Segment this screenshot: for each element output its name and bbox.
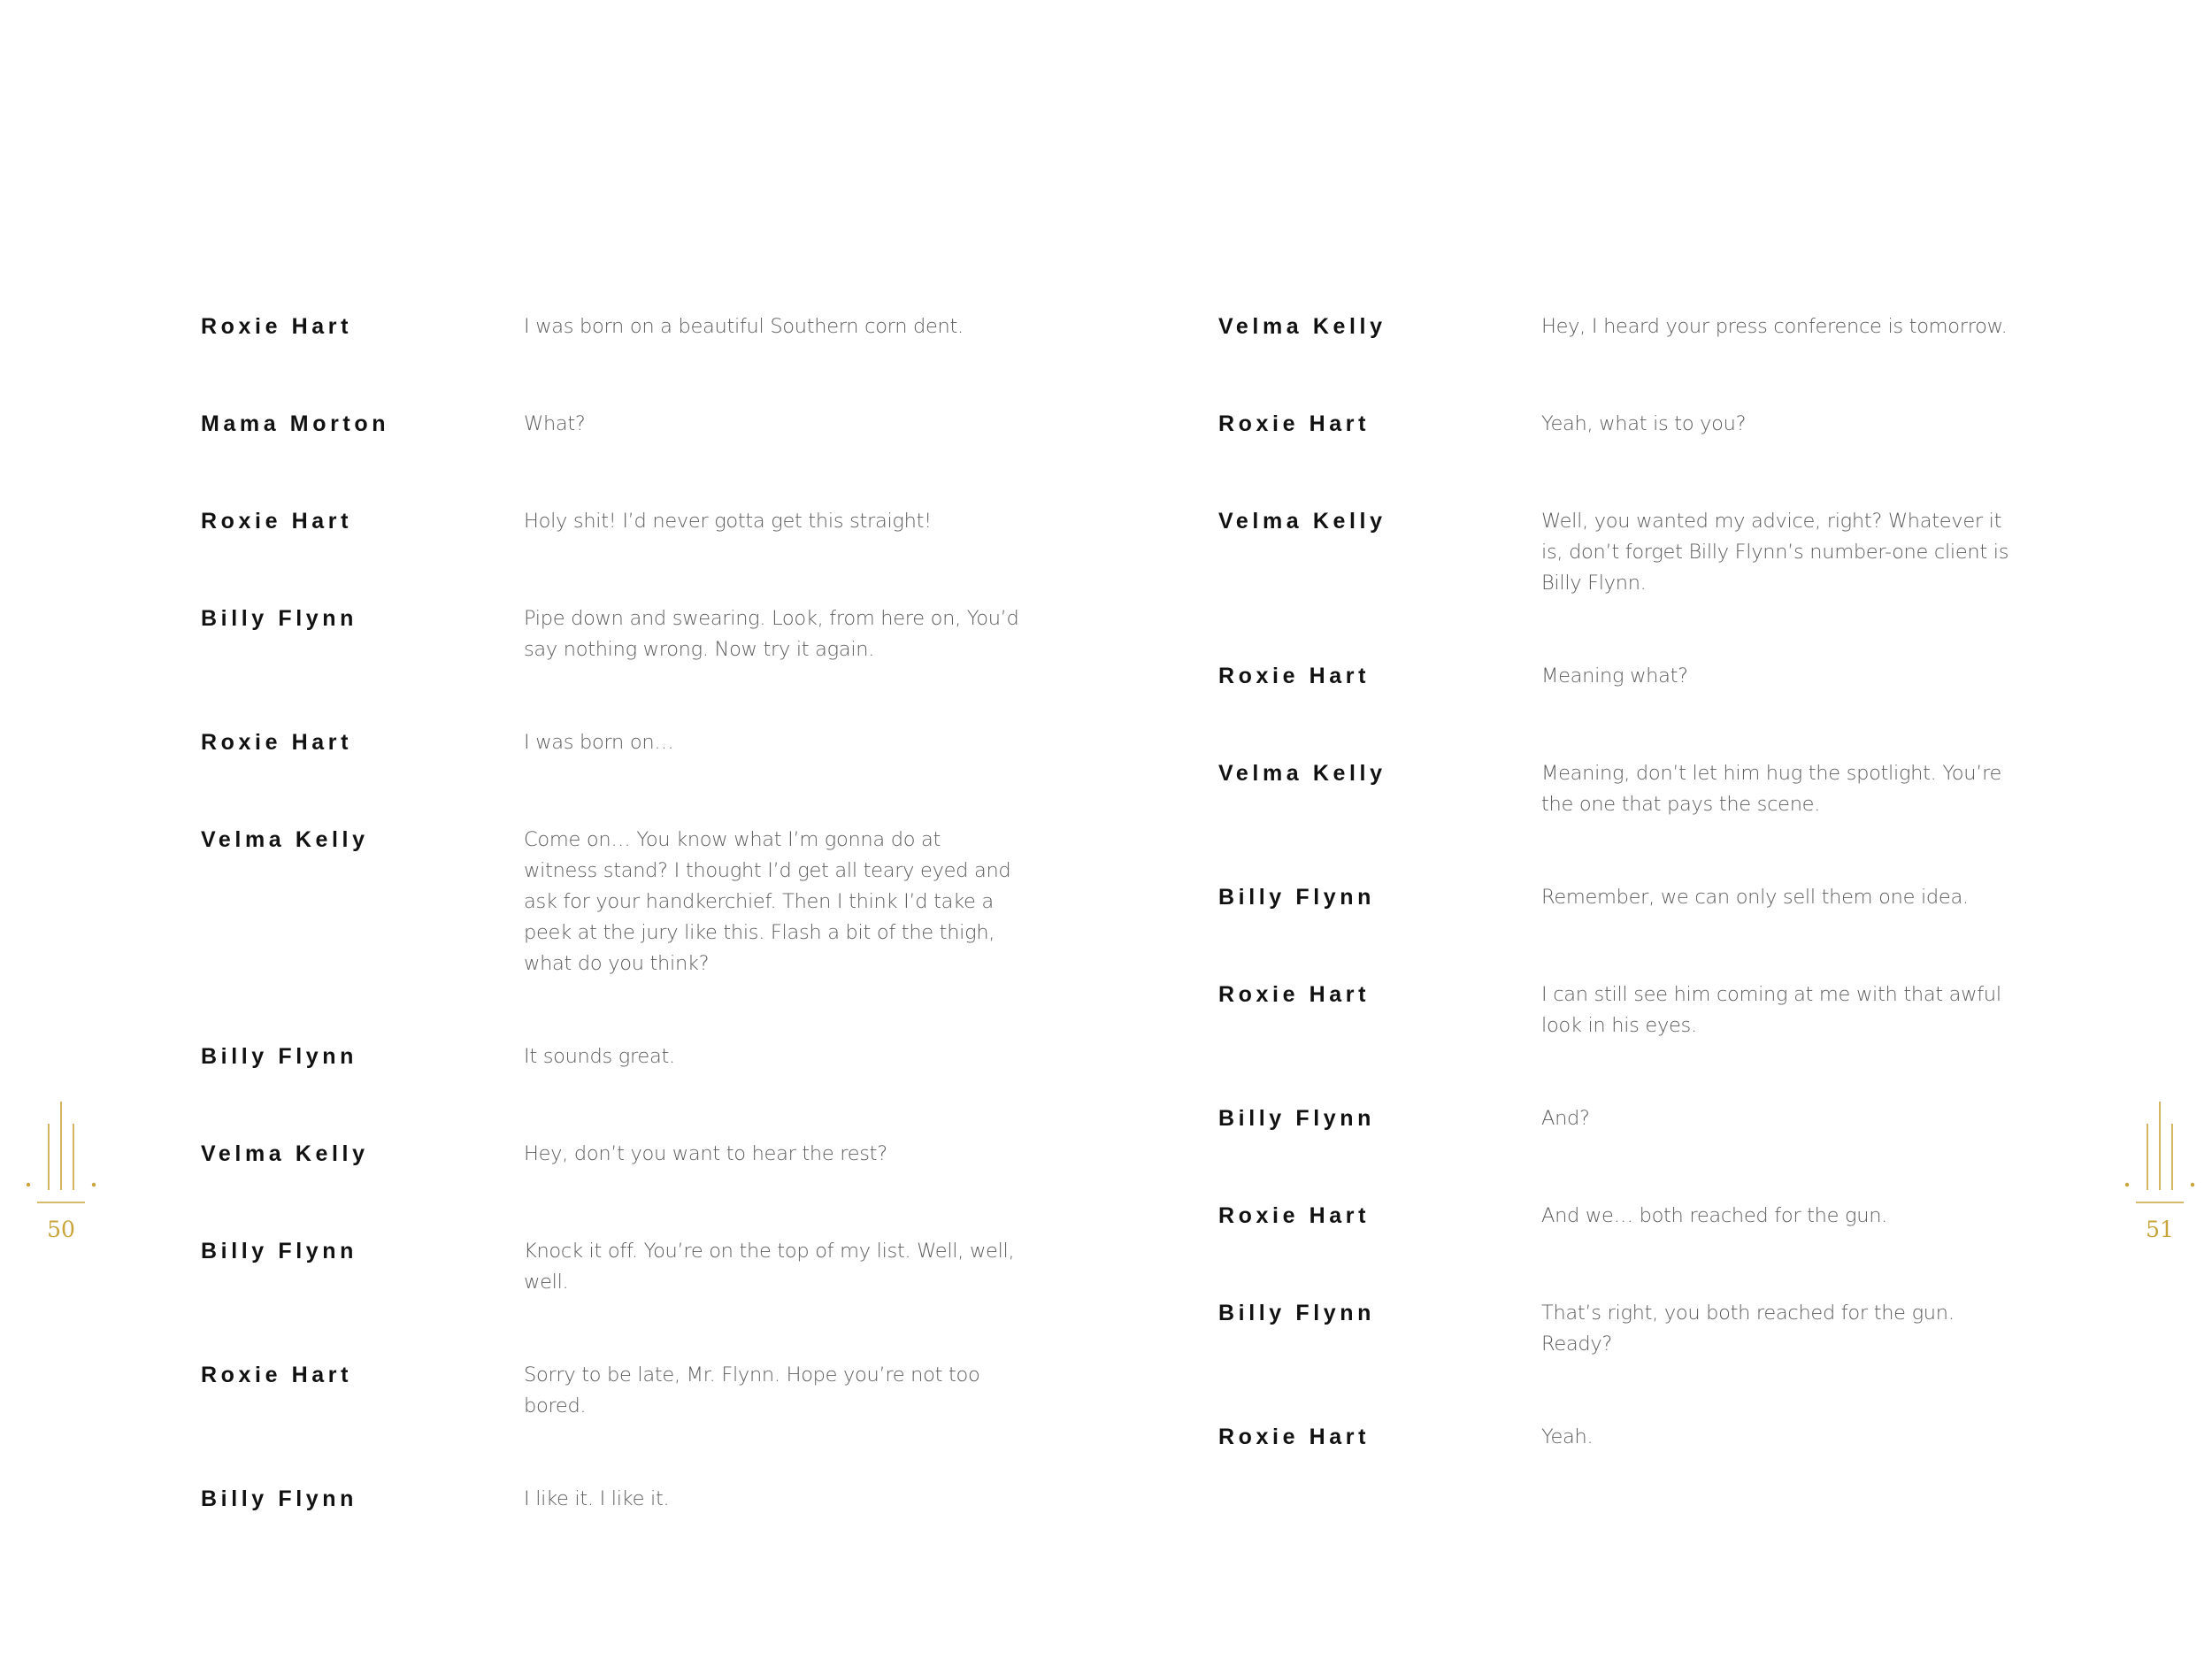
speaker-name: Roxie Hart (201, 730, 353, 755)
dialogue-line (1218, 1201, 2103, 1236)
art-deco-ornament-icon (21, 1102, 101, 1208)
speaker-name: Billy Flynn (1218, 1301, 1376, 1325)
speaker-name: Billy Flynn (201, 1044, 358, 1069)
dialogue-line (201, 1139, 1041, 1174)
dialogue-text: Come on… You know what I’m gonna do at witness stand? I thought I’d get all teary eyed and ask for your handkerchief. Then I think I’d take a peek at the jury like this. Flash a bit of the thigh, what do you think? (524, 828, 1011, 975)
speaker-name: Roxie Hart (1218, 664, 1371, 688)
dialogue-line (1218, 506, 2103, 599)
page-ornament (2120, 1102, 2200, 1243)
dialogue-text: I was born on a beautiful Southern corn dent. (524, 315, 964, 338)
speaker-name: Billy Flynn (201, 1239, 358, 1263)
dialogue-text: I can still see him coming at me with that awful look in his eyes. (1541, 983, 2001, 1037)
dialogue-line (201, 727, 1041, 763)
art-deco-ornament-icon (2120, 1102, 2200, 1208)
dialogue-text: I was born on… (524, 731, 674, 754)
dialogue-line (201, 603, 1041, 665)
page-number: 50 (47, 1217, 75, 1242)
speaker-name: Billy Flynn (1218, 1106, 1376, 1131)
speaker-name: Roxie Hart (1218, 1203, 1371, 1228)
speaker-name: Velma Kelly (1218, 314, 1386, 339)
page-number: 51 (2146, 1217, 2174, 1242)
dialogue-text: Knock it off. You’re on the top of my list. Well, well, well. (524, 1240, 1015, 1294)
dialogue-line (1218, 409, 2103, 444)
dialogue-text: Meaning what? (1541, 664, 1688, 687)
speaker-name: Roxie Hart (201, 314, 353, 339)
script-dialogue-left (201, 311, 1041, 1519)
speaker-name: Billy Flynn (1218, 885, 1376, 910)
speaker-name: Billy Flynn (201, 1486, 358, 1511)
speaker-name: Velma Kelly (1218, 761, 1386, 786)
dialogue-text: Yeah. (1541, 1425, 1594, 1448)
speaker-name: Roxie Hart (1218, 982, 1371, 1007)
dialogue-line (201, 1360, 1041, 1422)
speaker-name: Roxie Hart (1218, 1425, 1371, 1449)
speaker-name: Velma Kelly (201, 1141, 369, 1166)
dialogue-line (1218, 311, 2103, 347)
dialogue-line (201, 311, 1041, 347)
dialogue-line (1218, 661, 2103, 696)
speaker-name: Billy Flynn (201, 606, 358, 631)
speaker-name: Roxie Hart (201, 1363, 353, 1387)
dialogue-line (1218, 979, 2103, 1041)
dialogue-text: Hey, don’t you want to hear the rest? (524, 1142, 887, 1165)
dialogue-line (201, 1236, 1041, 1298)
dialogue-text: That’s right, you both reached for the gun. Ready? (1541, 1302, 1955, 1356)
dialogue-line (1218, 1298, 2103, 1360)
dialogue-line (1218, 1422, 2103, 1457)
dialogue-text: What? (524, 412, 586, 435)
speaker-name: Velma Kelly (1218, 509, 1386, 534)
dialogue-line (1218, 1103, 2103, 1139)
speaker-name: Roxie Hart (201, 509, 353, 534)
dialogue-text: Remember, we can only sell them one idea. (1541, 886, 1969, 909)
dialogue-line (201, 506, 1041, 541)
dialogue-line (201, 409, 1041, 444)
speaker-name: Roxie Hart (1218, 411, 1371, 436)
dialogue-line (201, 1484, 1041, 1519)
dialogue-line (1218, 758, 2103, 820)
dialogue-line (201, 1041, 1041, 1077)
page-ornament (21, 1102, 101, 1243)
dialogue-line (201, 825, 1041, 979)
dialogue-text: Sorry to be late, Mr. Flynn. Hope you’re not too bored. (524, 1363, 980, 1417)
dialogue-text: And? (1541, 1107, 1590, 1130)
dialogue-text: Meaning, don’t let him hug the spotlight. You’re the one that pays the scene. (1541, 762, 2002, 816)
dialogue-text: Hey, I heard your press conference is tomorrow. (1541, 315, 2008, 338)
dialogue-text: Pipe down and swearing. Look, from here on, You’d say nothing wrong. Now try it again. (524, 607, 1019, 661)
dialogue-line (1218, 882, 2103, 918)
dialogue-text: I like it. I like it. (524, 1487, 670, 1510)
dialogue-text: It sounds great. (524, 1045, 675, 1068)
script-dialogue-right (1218, 311, 2103, 1457)
dialogue-text: And we… both reached for the gun. (1541, 1204, 1888, 1227)
dialogue-text: Holy shit! I’d never gotta get this straight! (524, 510, 932, 533)
dialogue-text: Yeah, what is to you? (1541, 412, 1747, 435)
speaker-name: Velma Kelly (201, 827, 369, 852)
dialogue-text: Well, you wanted my advice, right? Whatever it is, don’t forget Billy Flynn’s number-one client is Billy Flynn. (1541, 510, 2009, 595)
right-page (1106, 0, 2212, 1659)
speaker-name: Mama Morton (201, 411, 390, 436)
